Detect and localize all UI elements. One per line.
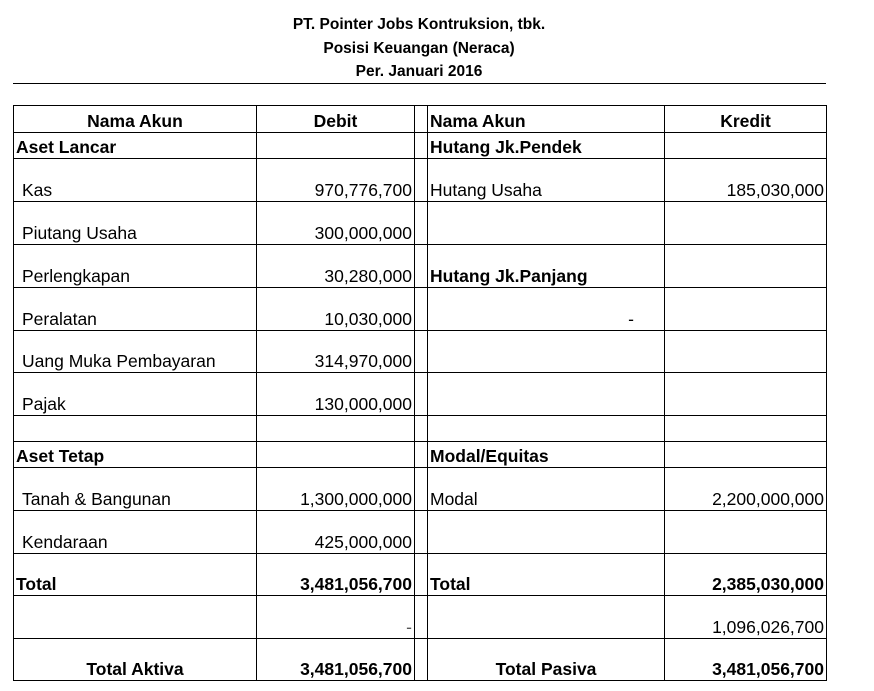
- total-row: [14, 554, 827, 596]
- equity-heading: Modal/Equitas: [428, 442, 665, 468]
- col-right-account: Nama Akun: [428, 106, 665, 133]
- asset-name: Piutang Usaha: [14, 202, 257, 245]
- total-aktiva-label: Total Aktiva: [14, 639, 257, 681]
- table-row: [14, 331, 827, 373]
- col-debit: Debit: [257, 106, 415, 133]
- right-difference: 1,096,026,700: [665, 596, 827, 639]
- current-assets-heading: Aset Lancar: [14, 133, 257, 159]
- asset-name: Uang Muka Pembayaran: [14, 331, 257, 373]
- spacer-row: [14, 416, 827, 442]
- table-row: [14, 468, 827, 511]
- left-total-label: Total: [14, 554, 257, 596]
- table-row: [14, 442, 827, 468]
- liability-value: 185,030,000: [665, 159, 827, 202]
- company-name: PT. Pointer Jobs Kontruksion, tbk.: [292, 16, 546, 33]
- asset-value: 425,000,000: [257, 511, 415, 554]
- asset-name: Kendaraan: [14, 511, 257, 554]
- total-aktiva-value: 3,481,056,700: [257, 639, 415, 681]
- equity-value: 2,200,000,000: [665, 468, 827, 511]
- asset-value: 130,000,000: [257, 373, 415, 416]
- difference-row: [14, 596, 827, 639]
- column-gap: [415, 106, 428, 133]
- table-row: [14, 288, 827, 331]
- right-total-value: 2,385,030,000: [665, 554, 827, 596]
- long-term-placeholder: -: [428, 288, 665, 331]
- asset-name: Peralatan: [14, 288, 257, 331]
- asset-value: 970,776,700: [257, 159, 415, 202]
- total-pasiva-label: Total Pasiva: [428, 639, 665, 681]
- asset-name: Kas: [14, 159, 257, 202]
- report-period: Per. Januari 2016: [355, 63, 483, 80]
- total-pasiva-value: 3,481,056,700: [665, 639, 827, 681]
- asset-value: 314,970,000: [257, 331, 415, 373]
- equity-name: Modal: [428, 468, 665, 511]
- asset-value: 30,280,000: [257, 245, 415, 288]
- long-term-liabilities-heading: Hutang Jk.Panjang: [428, 245, 665, 288]
- col-credit: Kredit: [665, 106, 827, 133]
- title-rule: [13, 83, 826, 84]
- left-total-value: 3,481,056,700: [257, 554, 415, 596]
- balance-sheet-table: [13, 105, 827, 681]
- asset-name: Pajak: [14, 373, 257, 416]
- table-row: [14, 159, 827, 202]
- table-row: [14, 373, 827, 416]
- header-row: [14, 106, 827, 133]
- short-term-liabilities-heading: Hutang Jk.Pendek: [428, 133, 665, 159]
- asset-name: Tanah & Bangunan: [14, 468, 257, 511]
- table-row: [14, 245, 827, 288]
- table-row: [14, 202, 827, 245]
- fixed-assets-heading: Aset Tetap: [14, 442, 257, 468]
- liability-name: Hutang Usaha: [428, 159, 665, 202]
- asset-value: 1,300,000,000: [257, 468, 415, 511]
- table-row: [14, 511, 827, 554]
- table-row: [14, 133, 827, 159]
- right-total-label: Total: [428, 554, 665, 596]
- asset-name: Perlengkapan: [14, 245, 257, 288]
- asset-value: 10,030,000: [257, 288, 415, 331]
- left-difference: -: [257, 596, 415, 639]
- grand-total-row: [14, 639, 827, 681]
- col-left-account: Nama Akun: [14, 106, 257, 133]
- asset-value: 300,000,000: [257, 202, 415, 245]
- report-title: Posisi Keuangan (Neraca): [323, 40, 515, 57]
